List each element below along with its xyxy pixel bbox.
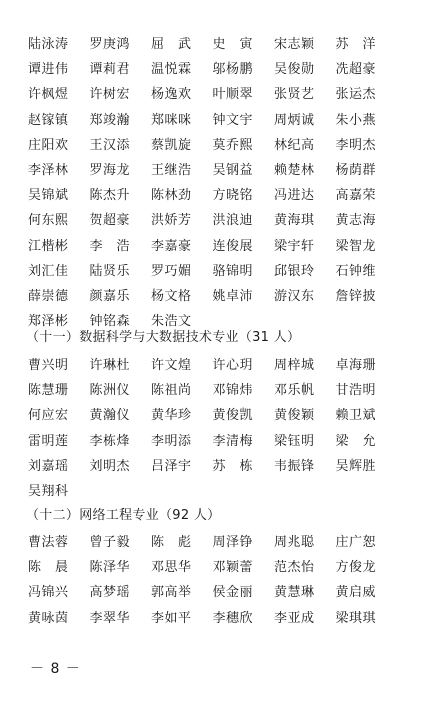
student-name: 黄志海 — [335, 213, 377, 229]
student-name: 朱浩文 — [151, 314, 192, 330]
student-name: 罗庚鸿 — [89, 37, 131, 52]
student-name: 陆贤乐 — [89, 263, 131, 279]
student-name: 黄华珍 — [151, 408, 192, 424]
student-name: 冯锦兴 — [28, 585, 69, 601]
student-name: 刘嘉瑶 — [28, 458, 69, 474]
student-name: 黄启威 — [335, 585, 377, 601]
student-name: 梁琪琪 — [335, 610, 377, 626]
student-name: 梁智龙 — [335, 238, 377, 254]
student-name: 冯进达 — [274, 188, 315, 204]
student-name: 王汉添 — [89, 137, 131, 153]
student-name: 陈洲仪 — [89, 383, 131, 399]
student-name: 叶顺翠 — [212, 87, 254, 103]
student-name: 李泽林 — [28, 162, 69, 178]
student-name: 张贤艺 — [274, 87, 315, 103]
student-name: 陈 晨 — [28, 560, 69, 576]
name-list-section-11 — [28, 353, 398, 504]
student-name: 邓乐帆 — [274, 383, 315, 399]
student-name: 黄瀚仪 — [89, 408, 131, 424]
name-list-section-12 — [28, 530, 398, 631]
student-name: 吴钢益 — [212, 162, 254, 178]
student-name: 梁宇轩 — [274, 238, 315, 254]
student-name: 钟铭森 — [89, 314, 131, 330]
student-name: 周炳诚 — [274, 112, 315, 128]
student-name: 许心玥 — [212, 358, 254, 373]
student-name: 郭高举 — [151, 585, 192, 601]
student-name: 许树宏 — [89, 87, 131, 103]
student-name: 陈杰升 — [89, 188, 131, 204]
student-name: 江楷彬 — [28, 238, 69, 254]
student-name: 庄广恕 — [335, 535, 377, 550]
student-name: 赖楚林 — [274, 162, 315, 178]
student-name: 黄俊颖 — [274, 408, 315, 424]
student-name: 姚卓沛 — [212, 288, 254, 304]
student-name: 曹法蓉 — [28, 535, 69, 550]
student-name: 史 寅 — [212, 37, 254, 52]
student-name: 刘明杰 — [89, 458, 131, 474]
student-name: 许枫煜 — [28, 87, 69, 103]
student-name: 刘汇佳 — [28, 263, 69, 279]
student-name: 梁钰明 — [274, 433, 315, 449]
student-name: 何应宏 — [28, 408, 69, 424]
student-name: 罗巧媚 — [151, 263, 192, 279]
section-11-heading: （十一）数据科学与大数据技术专业（31 人） — [26, 330, 301, 345]
student-name: 李如平 — [151, 610, 192, 626]
student-name: 侯金丽 — [212, 585, 254, 601]
student-name: 郑泽彬 — [28, 314, 69, 330]
student-name: 张运杰 — [335, 87, 377, 103]
student-name: 陈祖尚 — [151, 383, 192, 399]
student-name: 杨文格 — [151, 288, 192, 304]
student-name: 邓颖蕾 — [212, 560, 254, 576]
student-name: 贺超豪 — [89, 213, 131, 229]
student-name: 连俊展 — [212, 238, 254, 254]
student-name: 梁 允 — [335, 433, 377, 449]
student-name: 黄咏茵 — [28, 610, 69, 626]
student-name: 雷明莲 — [28, 433, 69, 449]
student-name: 黄俊凯 — [212, 408, 254, 424]
student-name: 游汉东 — [274, 288, 315, 304]
student-name: 邱银玲 — [274, 263, 315, 279]
student-name: 李 浩 — [89, 238, 131, 254]
student-name: 周泽铮 — [212, 535, 254, 550]
student-name: 陈泽华 — [89, 560, 131, 576]
student-name: 吴俊勋 — [274, 62, 315, 78]
student-name: 周梓城 — [274, 358, 315, 373]
student-name: 李穗欣 — [212, 610, 254, 626]
student-name: 高梦瑶 — [89, 585, 131, 601]
student-name: 莫乔熙 — [212, 137, 254, 153]
student-name: 范杰怡 — [274, 560, 315, 576]
student-name: 宋志颖 — [274, 37, 315, 52]
student-name: 郑竣瀚 — [89, 112, 131, 128]
student-name: 韦振锋 — [274, 458, 315, 474]
student-name: 甘浩明 — [335, 383, 377, 399]
student-name: 卓海珊 — [335, 358, 377, 373]
student-name: 何东熙 — [28, 213, 69, 229]
student-name: 谭莉君 — [89, 62, 131, 78]
student-name: 曾子毅 — [89, 535, 131, 550]
student-name: 李明杰 — [335, 137, 377, 153]
student-name: 薛崇德 — [28, 288, 69, 304]
student-name: 杨逸欢 — [151, 87, 192, 103]
student-name: 陈林劲 — [151, 188, 192, 204]
student-name: 洪浪迪 — [212, 213, 254, 229]
student-name: 吕泽宇 — [151, 458, 192, 474]
student-name: 吴辉胜 — [335, 458, 377, 474]
student-name: 高嘉荣 — [335, 188, 377, 204]
student-name: 朱小燕 — [335, 112, 377, 128]
student-name: 陈 彪 — [151, 535, 192, 550]
student-name: 许文煌 — [151, 358, 192, 373]
student-name: 李亚成 — [274, 610, 315, 626]
student-name: 黄海琪 — [274, 213, 315, 229]
student-name: 周兆聪 — [274, 535, 315, 550]
student-name: 颜嘉乐 — [89, 288, 131, 304]
student-name: 吴翔科 — [28, 483, 69, 499]
student-name: 邬杨鹏 — [212, 62, 254, 78]
student-name: 杨荫群 — [335, 162, 377, 178]
student-name: 王继浩 — [151, 162, 192, 178]
student-name: 李栋烽 — [89, 433, 131, 449]
student-name: 陈慧珊 — [28, 383, 69, 399]
student-name: 邓锦炜 — [212, 383, 254, 399]
student-name: 邓思华 — [151, 560, 192, 576]
student-name: 骆锦明 — [212, 263, 254, 279]
student-name: 石钟维 — [335, 263, 377, 279]
student-name: 赖卫斌 — [335, 408, 377, 424]
student-name: 方晓铭 — [212, 188, 254, 204]
student-name: 屈 武 — [151, 37, 192, 52]
student-name: 林纪高 — [274, 137, 315, 153]
student-name: 谭进伟 — [28, 62, 69, 78]
student-name: 曹兴明 — [28, 358, 69, 373]
student-name: 温悦霖 — [151, 62, 192, 78]
student-name: 吴锦斌 — [28, 188, 69, 204]
student-name: 庄阳欢 — [28, 137, 69, 153]
student-name: 方俊龙 — [335, 560, 377, 576]
student-name: 郑咪咪 — [151, 112, 192, 128]
student-name: 詹锌披 — [335, 288, 377, 304]
student-name: 苏 洋 — [335, 37, 377, 52]
student-name: 李明添 — [151, 433, 192, 449]
section-12-heading: （十二）网络工程专业（92 人） — [26, 508, 221, 523]
student-name: 陆泳涛 — [28, 37, 69, 52]
student-name: 黄慧琳 — [274, 585, 315, 601]
student-name: 罗海龙 — [89, 162, 131, 178]
student-name: 赵镓镇 — [28, 112, 69, 128]
student-name: 洪娇芳 — [151, 213, 192, 229]
student-name: 李翠华 — [89, 610, 131, 626]
student-name: 苏 栋 — [212, 458, 254, 474]
student-name: 冼超豪 — [335, 62, 377, 78]
student-name: 钟文宇 — [212, 112, 254, 128]
student-name: 许琳杜 — [89, 358, 131, 373]
student-name: 李清梅 — [212, 433, 254, 449]
student-name: 李嘉豪 — [151, 238, 192, 254]
page-number: － 8 － — [30, 661, 81, 677]
student-name: 蔡凯旋 — [151, 137, 192, 153]
name-list-continued — [28, 32, 398, 334]
